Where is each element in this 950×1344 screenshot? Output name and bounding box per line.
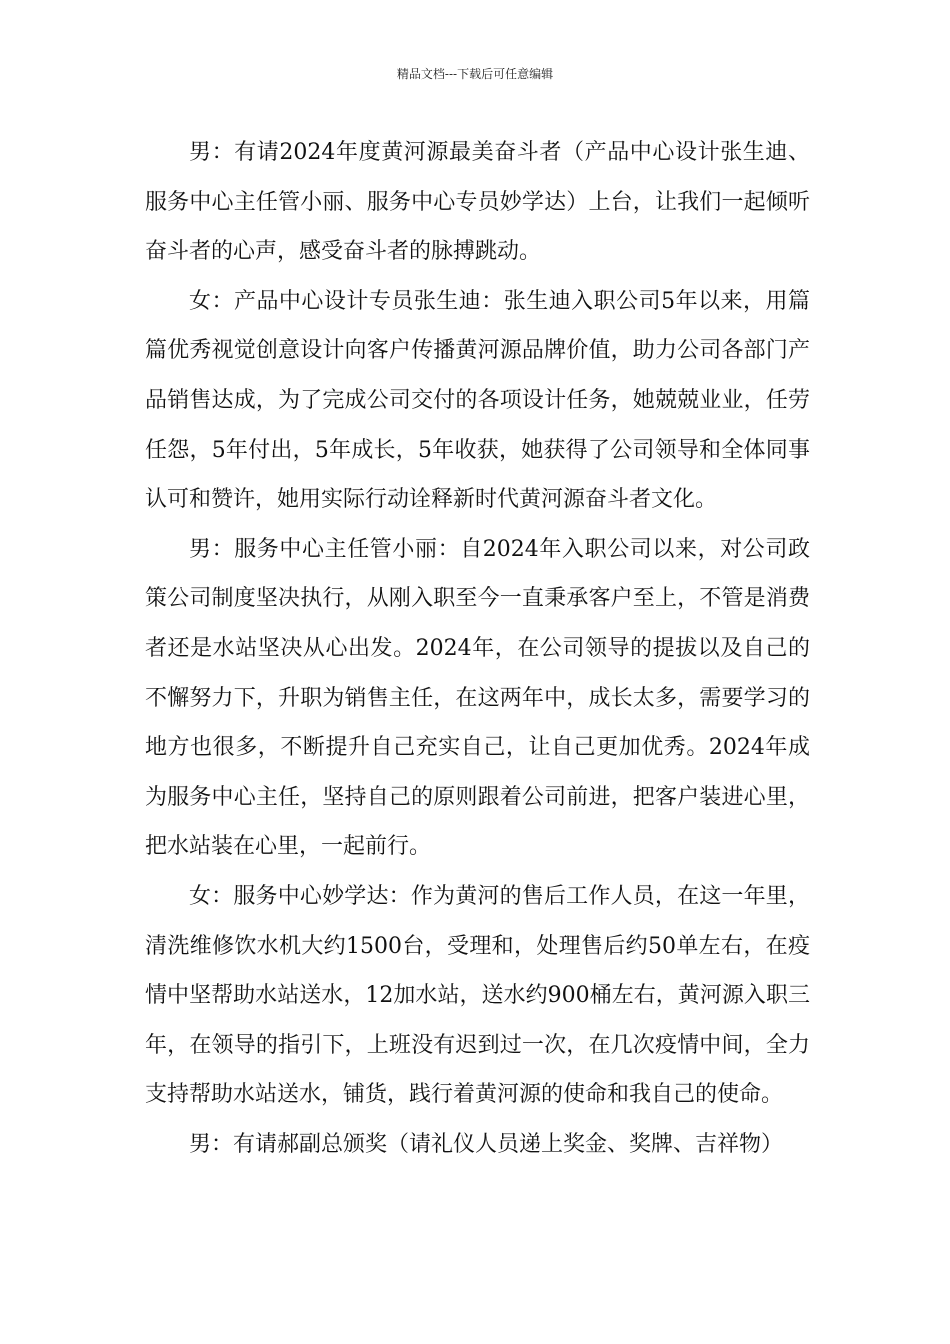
- paragraph-1: 男：有请2024年度黄河源最美奋斗者（产品中心设计张生迪、服务中心主任管小丽、服务中心专员妙学达）上台，让我们一起倾听奋斗者的心声，感受奋斗者的脉搏跳动。: [145, 140, 810, 265]
- page-header: 精品文档---下载后可任意编辑: [396, 67, 554, 81]
- paragraph-2: 女：产品中心设计专员张生迪：张生迪入职公司5年以来，用篇篇优秀视觉创意设计向客户传播黄河源品牌价值，助力公司各部门产品销售达成，为了完成公司交付的各项设计任务，她兢兢业业，任劳任怨，5年付出，5年成长，5年收获，她获得了公司领导和全体同事认可和赞许，她用实际行动诠释新时代黄河源奋斗者文化。: [145, 288, 810, 513]
- paragraph-4: 女：服务中心妙学达：作为黄河的售后工作人员，在这一年里，清洗维修饮水机大约1500台，受理和，处理售后约50单左右，在疫情中坚帮助水站送水，12加水站，送水约900桶左右，黄河源入职三年，在领导的指引下，上班没有迟到过一次，在几次疫情中间，全力支持帮助水站送水，铺货，践行着黄河源的使命和我自己的使命。: [145, 883, 811, 1108]
- paragraph-3: 男：服务中心主任管小丽：自2024年入职公司以来，对公司政策公司制度坚决执行，从刚入职至今一直秉承客户至上，不管是消费者还是水站坚决从心出发。2024年，在公司领导的提拔以及自己的不懈努力下，升职为销售主任，在这两年中，成长太多，需要学习的地方也很多，不断提升自己充实自己，让自己更加优秀。2024年成为服务中心主任，坚持自己的原则跟着公司前进，把客户装进心里，把水站装在心里，一起前行。: [145, 536, 810, 860]
- paragraph-5: 男：有请郝副总颁奖（请礼仪人员递上奖金、奖牌、吉祥物）: [189, 1131, 784, 1157]
- document-body: [145, 128, 810, 1169]
